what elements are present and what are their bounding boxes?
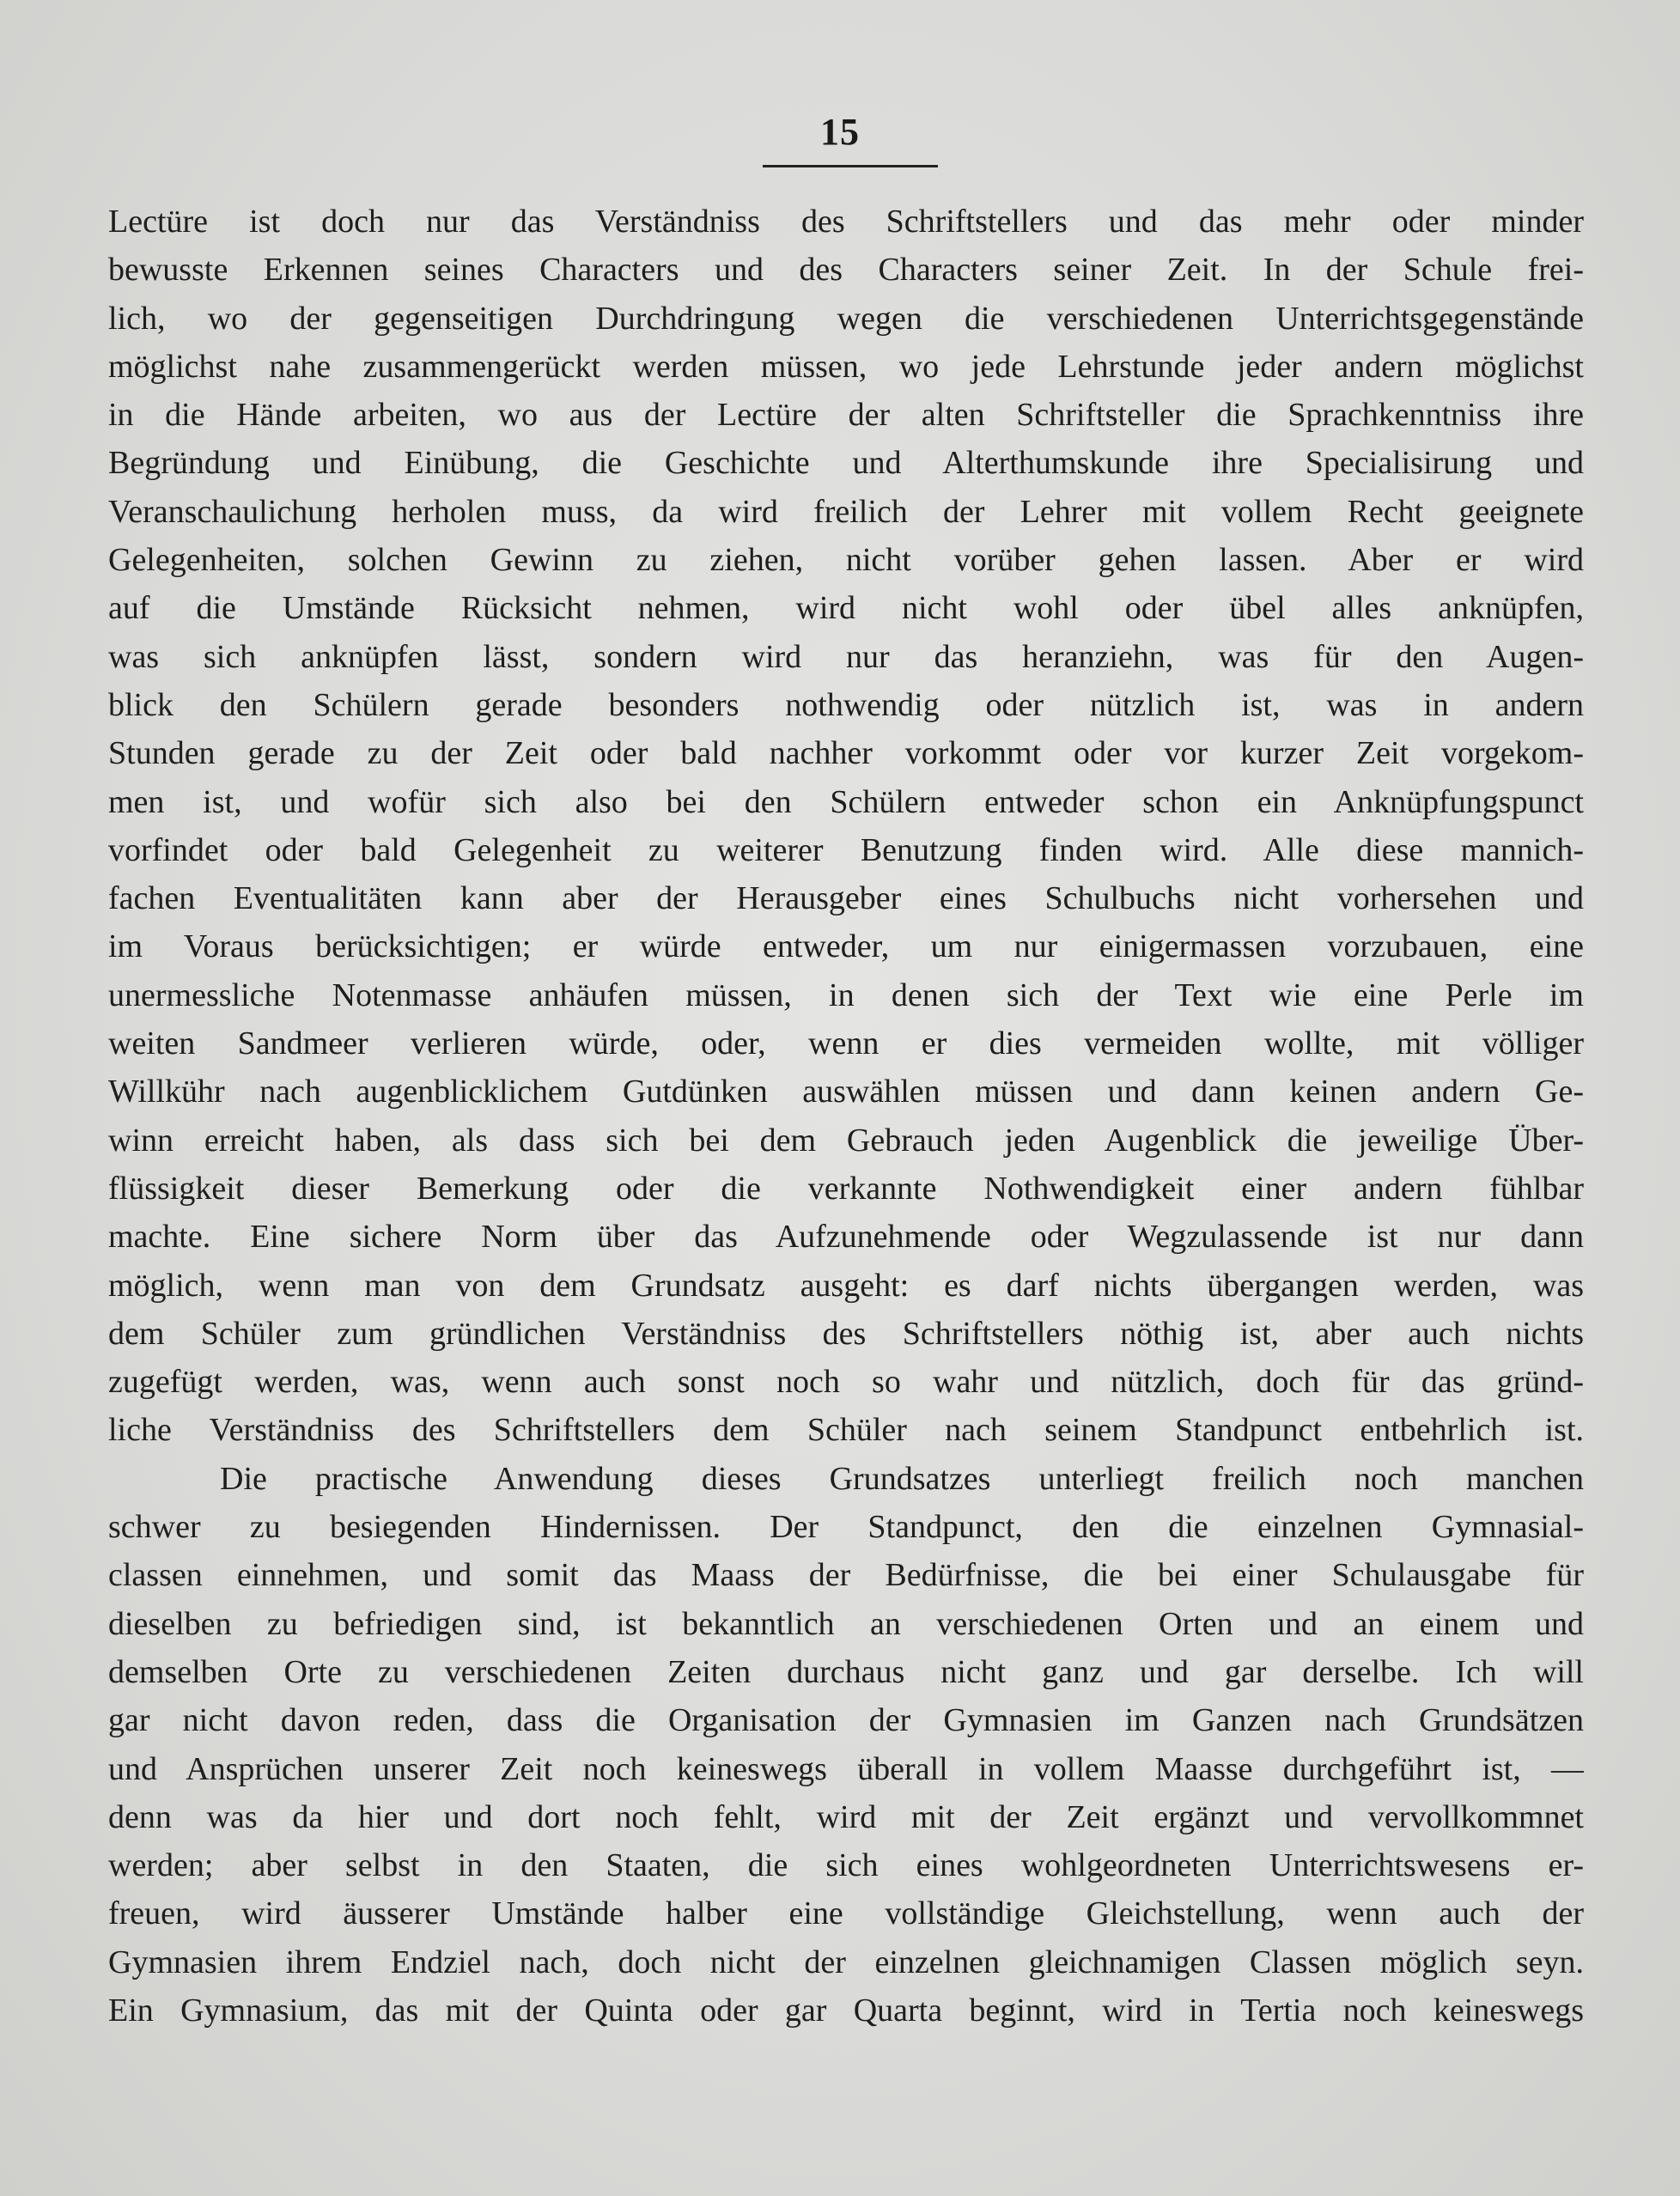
text-line: demselben Orte zu verschiedenen Zeiten durchaus nicht ganz und gar derselbe. Ich will bbox=[108, 1653, 1584, 1690]
text-line: Ein Gymnasium, das mit der Quinta oder gar Quarta beginnt, wird in Tertia noch keineswegs bbox=[108, 1992, 1584, 2029]
text-line: gar nicht davon reden, dass die Organisation der Gymnasien im Ganzen nach Grundsätzen bbox=[108, 1702, 1584, 1739]
text-line: Gymnasien ihrem Endziel nach, doch nicht der einzelnen gleichnamigen Classen möglich seyn. bbox=[108, 1944, 1584, 1980]
text-line: freuen, wird äusserer Umstände halber eine vollständige Gleichstellung, wenn auch der bbox=[108, 1895, 1584, 1932]
text-line: Lectüre ist doch nur das Verständniss des Schriftstellers und das mehr oder minder bbox=[108, 204, 1584, 240]
text-line: Die practische Anwendung dieses Grundsatzes unterliegt freilich noch manchen bbox=[220, 1460, 1584, 1497]
body-text bbox=[108, 198, 1584, 2035]
text-line: werden; aber selbst in den Staaten, die sich eines wohlgeordneten Unterrichtswesens er- bbox=[108, 1847, 1584, 1884]
text-line: möglich, wenn man von dem Grundsatz ausgeht: es darf nichts übergangen werden, was bbox=[108, 1267, 1584, 1304]
text-line: dem Schüler zum gründlichen Verständniss des Schriftstellers nöthig ist, aber auch nichts bbox=[108, 1315, 1584, 1352]
text-line: schwer zu besiegenden Hindernissen. Der Standpunct, den die einzelnen Gymnasial- bbox=[108, 1509, 1584, 1546]
text-line: bewusste Erkennen seines Characters und des Characters seiner Zeit. In der Schule frei- bbox=[108, 252, 1584, 289]
text-line: in die Hände arbeiten, wo aus der Lectüre der alten Schriftsteller die Sprachkenntniss ihre bbox=[108, 397, 1584, 434]
text-line: blick den Schülern gerade besonders nothwendig oder nützlich ist, was in andern bbox=[108, 686, 1584, 723]
text-line: weiten Sandmeer verlieren würde, oder, wenn er dies vermeiden wollte, mit völliger bbox=[108, 1025, 1584, 1062]
text-line: dieselben zu befriedigen sind, ist bekanntlich an verschiedenen Orten und an einem und bbox=[108, 1605, 1584, 1642]
text-line: unermessliche Notenmasse anhäufen müssen, in denen sich der Text wie eine Perle im bbox=[108, 976, 1584, 1013]
text-line: denn was da hier und dort noch fehlt, wird mit der Zeit ergänzt und vervollkommnet bbox=[108, 1798, 1584, 1835]
text-line: Stunden gerade zu der Zeit oder bald nachher vorkommt oder vor kurzer Zeit vorgekom- bbox=[108, 735, 1584, 772]
text-line: vorfindet oder bald Gelegenheit zu weiterer Benutzung finden wird. Alle diese mannich- bbox=[108, 831, 1584, 868]
text-line: Veranschaulichung herholen muss, da wird freilich der Lehrer mit vollem Recht geeignete bbox=[108, 493, 1584, 530]
text-line: was sich anknüpfen lässt, sondern wird nur das heranziehn, was für den Augen- bbox=[108, 638, 1584, 675]
text-line: flüssigkeit dieser Bemerkung oder die verkannte Nothwendigkeit einer andern fühlbar bbox=[108, 1170, 1584, 1207]
page-number: 15 bbox=[820, 111, 860, 153]
text-line: fachen Eventualitäten kann aber der Herausgeber eines Schulbuchs nicht vorhersehen und bbox=[108, 880, 1584, 917]
text-line: möglichst nahe zusammengerückt werden müssen, wo jede Lehrstunde jeder andern möglichst bbox=[108, 348, 1584, 385]
text-line: im Voraus berücksichtigen; er würde entweder, um nur einigermassen vorzubauen, eine bbox=[108, 928, 1584, 965]
text-line: winn erreicht haben, als dass sich bei dem Gebrauch jeden Augenblick die jeweilige Über- bbox=[108, 1122, 1584, 1159]
text-line: Begründung und Einübung, die Geschichte und Alterthumskunde ihre Specialisirung und bbox=[108, 445, 1584, 482]
text-line: Willkühr nach augenblicklichem Gutdünken auswählen müssen und dann keinen andern Ge- bbox=[108, 1074, 1584, 1110]
text-line: lich, wo der gegenseitigen Durchdringung wegen die verschiedenen Unterrichtsgegenstände bbox=[108, 300, 1584, 337]
text-line: liche Verständniss des Schriftstellers dem Schüler nach seinem Standpunct entbehrlich ist. bbox=[108, 1412, 1584, 1449]
text-line: Gelegenheiten, solchen Gewinn zu ziehen, nicht vorüber gehen lassen. Aber er wird bbox=[108, 542, 1584, 579]
text-line: zugefügt werden, was, wenn auch sonst noch so wahr und nützlich, doch für das gründ- bbox=[108, 1364, 1584, 1401]
text-line: classen einnehmen, und somit das Maass der Bedürfnisse, die bei einer Schulausgabe für bbox=[108, 1557, 1584, 1594]
text-line: men ist, und wofür sich also bei den Schülern entweder schon ein Anknüpfungspunct bbox=[108, 783, 1584, 820]
text-line: auf die Umstände Rücksicht nehmen, wird nicht wohl oder übel alles anknüpfen, bbox=[108, 590, 1584, 627]
text-line: und Ansprüchen unserer Zeit noch keineswegs überall in vollem Maasse durchgeführt ist, — bbox=[108, 1750, 1584, 1787]
text-line: machte. Eine sichere Norm über das Aufzunehmende oder Wegzulassende ist nur dann bbox=[108, 1219, 1584, 1256]
page-number-rule bbox=[763, 165, 938, 167]
